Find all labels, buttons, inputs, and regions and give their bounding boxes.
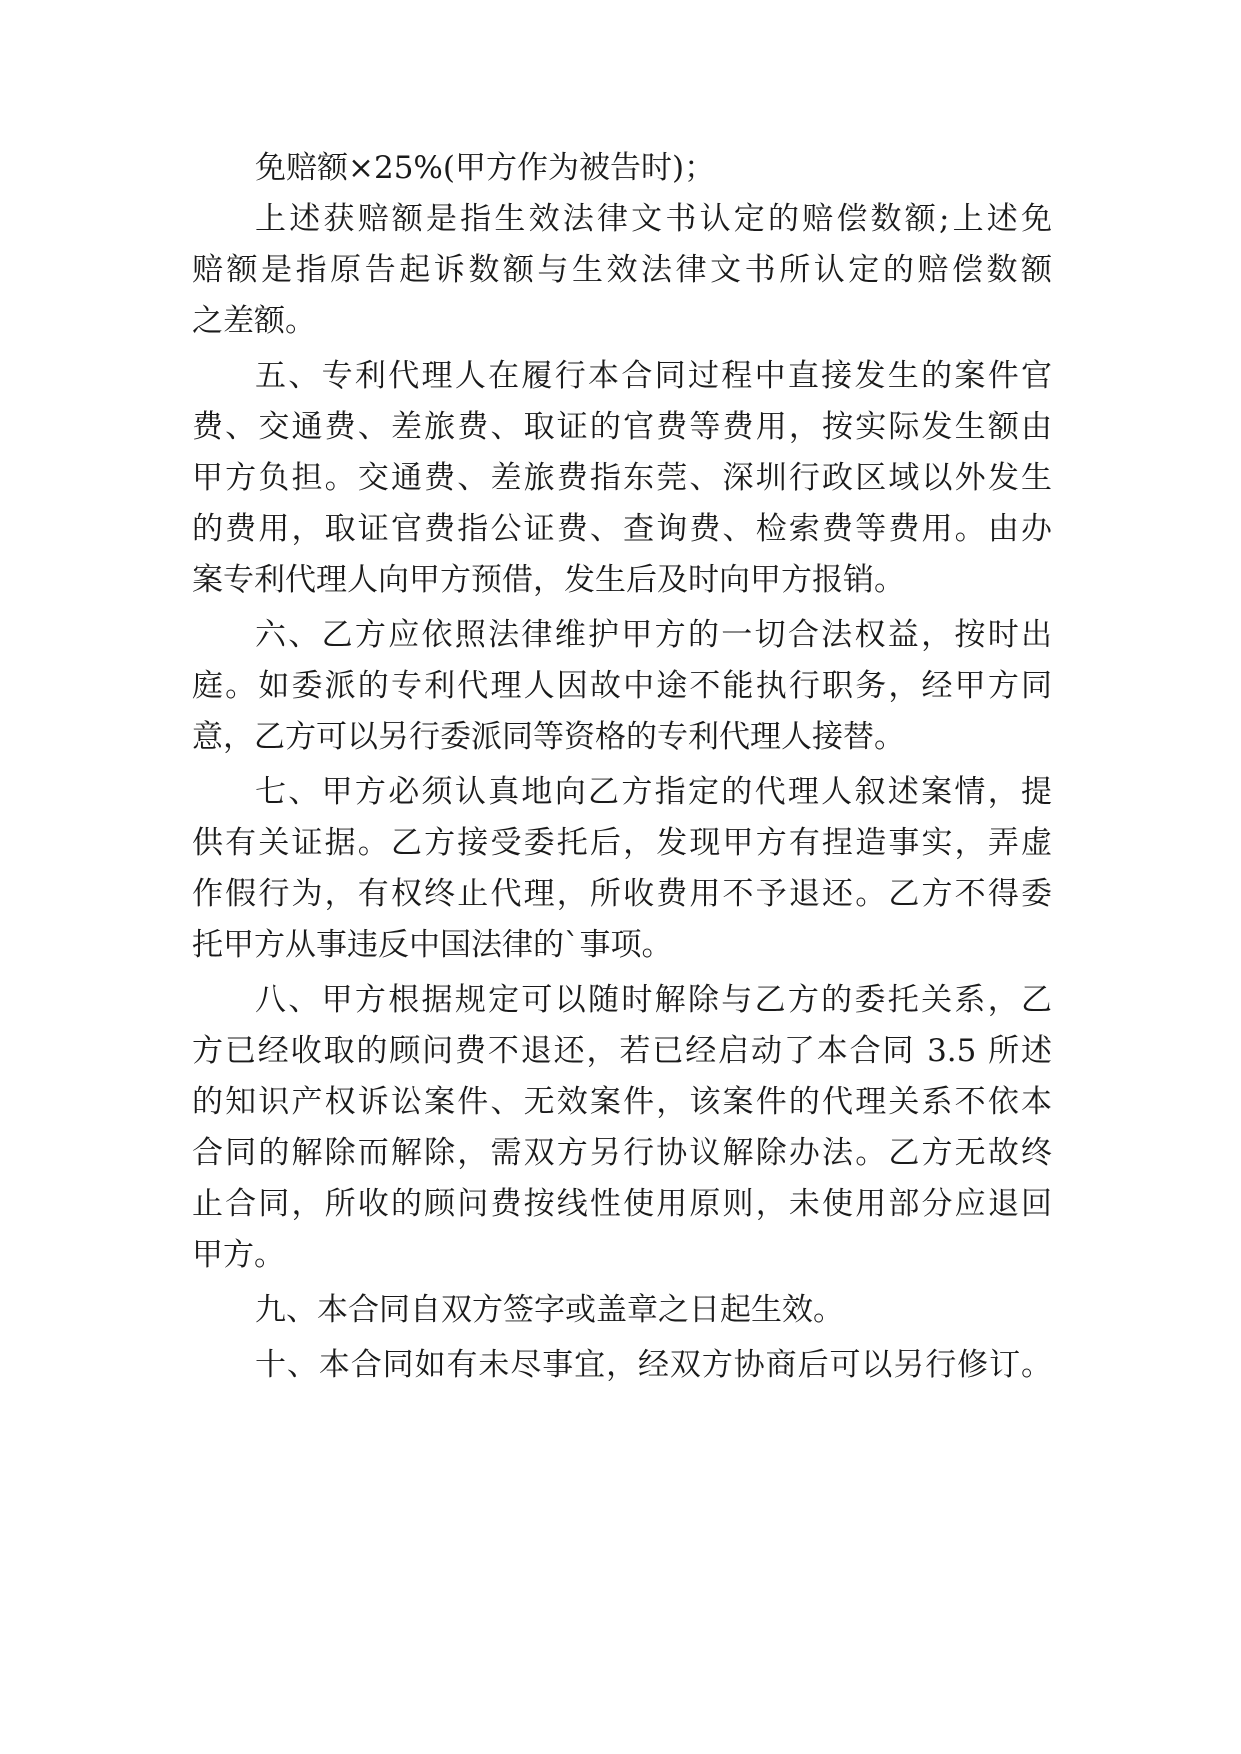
- text-line: 止合同，所收的顾问费按线性使用原则，未使用部分应退回: [192, 1186, 1052, 1222]
- text-line: 免赔额×25%(甲方作为被告时)；: [255, 150, 716, 186]
- text-line: 九、本合同自双方签字或盖章之日起生效。: [255, 1292, 844, 1328]
- text-line: 赔额是指原告起诉数额与生效法律文书所认定的赔偿数额: [192, 252, 1052, 288]
- text-line: 甲方。: [192, 1237, 285, 1273]
- text-line: 上述获赔额是指生效法律文书认定的赔偿数额;上述免: [255, 201, 1052, 237]
- text-line: 供有关证据。乙方接受委托后，发现甲方有捏造事实，弄虚: [192, 825, 1052, 861]
- text-line: 案专利代理人向甲方预借，发生后及时向甲方报销。: [192, 562, 905, 598]
- text-line: 作假行为，有权终止代理，所收费用不予退还。乙方不得委: [192, 876, 1052, 912]
- text-line: 甲方负担。交通费、差旅费指东莞、深圳行政区域以外发生: [192, 460, 1052, 496]
- text-line: 之差额。: [192, 303, 316, 339]
- text-line: 托甲方从事违反中国法律的`事项。: [192, 927, 673, 963]
- text-line: 十、本合同如有未尽事宜，经双方协商后可以另行修订。: [255, 1347, 1052, 1383]
- text-line: 庭。如委派的专利代理人因故中途不能执行职务，经甲方同: [192, 668, 1052, 704]
- text-line: 费、交通费、差旅费、取证的官费等费用，按实际发生额由: [192, 409, 1052, 445]
- text-line: 的费用，取证官费指公证费、查询费、检索费等费用。由办: [192, 511, 1052, 547]
- text-line: 七、甲方必须认真地向乙方指定的代理人叙述案情，提: [255, 774, 1052, 810]
- text-line: 八、甲方根据规定可以随时解除与乙方的委托关系，乙: [255, 982, 1052, 1018]
- text-line: 的知识产权诉讼案件、无效案件，该案件的代理关系不依本: [192, 1084, 1052, 1120]
- text-line: 五、专利代理人在履行本合同过程中直接发生的案件官: [255, 358, 1052, 394]
- text-line: 意，乙方可以另行委派同等资格的专利代理人接替。: [192, 719, 905, 755]
- text-line: 六、乙方应依照法律维护甲方的一切合法权益，按时出: [255, 617, 1052, 653]
- text-line: 方已经收取的顾问费不退还，若已经启动了本合同 3.5 所述: [192, 1033, 1052, 1069]
- text-line: 合同的解除而解除，需双方另行协议解除办法。乙方无故终: [192, 1135, 1052, 1171]
